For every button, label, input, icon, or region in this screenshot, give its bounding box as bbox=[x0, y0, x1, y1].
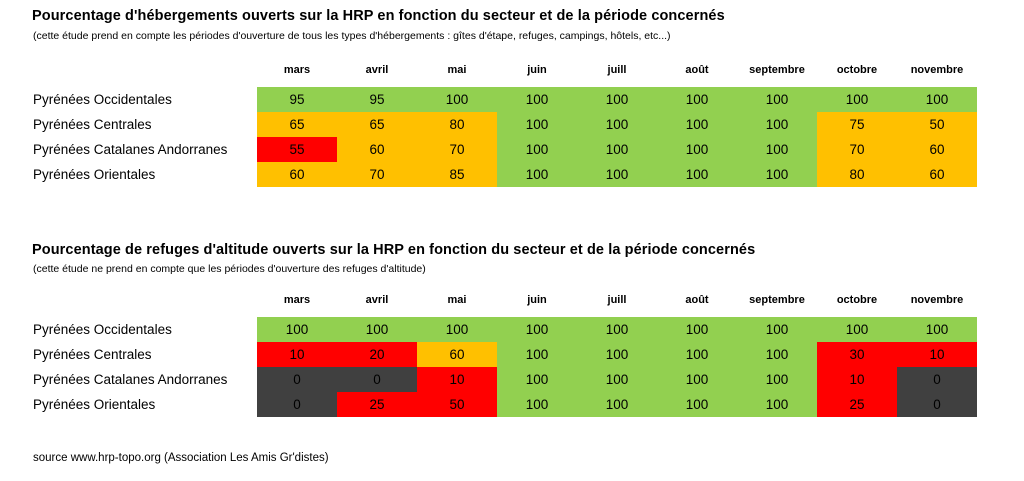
heatmap-header-row bbox=[32, 60, 977, 87]
heatmap-row bbox=[32, 317, 977, 342]
heatmap-cell: 100 bbox=[417, 87, 497, 112]
heatmap-cell: 85 bbox=[417, 162, 497, 187]
heatmap-cell: 0 bbox=[337, 367, 417, 392]
heatmap-cell: 100 bbox=[737, 392, 817, 417]
column-header-septembre: septembre bbox=[749, 64, 805, 76]
heatmap-cell: 100 bbox=[497, 162, 577, 187]
heatmap-cell: 100 bbox=[737, 367, 817, 392]
heatmap-cell: 55 bbox=[257, 137, 337, 162]
heatmap-cell: 10 bbox=[257, 342, 337, 367]
heatmap-cell: 65 bbox=[257, 112, 337, 137]
heatmap-cell: 80 bbox=[817, 162, 897, 187]
column-header-août: août bbox=[685, 64, 709, 76]
heatmap-cell: 70 bbox=[817, 137, 897, 162]
heatmap-cell: 100 bbox=[737, 162, 817, 187]
header-spacer bbox=[32, 290, 257, 317]
heatmap-table-refuges bbox=[32, 290, 977, 417]
heatmap-cell: 50 bbox=[897, 112, 977, 137]
heatmap-cell: 100 bbox=[897, 87, 977, 112]
column-header-mai: mai bbox=[447, 294, 467, 306]
heatmap-cell: 100 bbox=[497, 317, 577, 342]
heatmap-cell: 100 bbox=[657, 342, 737, 367]
heatmap-cell: 100 bbox=[497, 342, 577, 367]
heatmap-cell: 60 bbox=[897, 162, 977, 187]
heatmap-cell: 25 bbox=[817, 392, 897, 417]
heatmap-cell: 100 bbox=[497, 87, 577, 112]
heatmap-cell: 30 bbox=[817, 342, 897, 367]
heatmap-cell: 100 bbox=[577, 317, 657, 342]
column-header-mars: mars bbox=[283, 294, 311, 306]
row-label: Pyrénées Occidentales bbox=[33, 92, 172, 107]
heatmap-cell: 25 bbox=[337, 392, 417, 417]
heatmap-cell: 100 bbox=[897, 317, 977, 342]
row-label: Pyrénées Orientales bbox=[33, 397, 156, 412]
heatmap-cell: 100 bbox=[577, 87, 657, 112]
column-header-juill: juill bbox=[607, 64, 627, 76]
heatmap-row bbox=[32, 367, 977, 392]
heatmap-cell: 100 bbox=[577, 367, 657, 392]
column-header-avril: avril bbox=[365, 64, 389, 76]
heatmap-cell: 10 bbox=[897, 342, 977, 367]
heatmap-cell: 70 bbox=[417, 137, 497, 162]
heatmap-cell: 100 bbox=[577, 137, 657, 162]
heatmap-row bbox=[32, 392, 977, 417]
heatmap-cell: 95 bbox=[257, 87, 337, 112]
row-label: Pyrénées Centrales bbox=[33, 117, 152, 132]
heatmap-row bbox=[32, 112, 977, 137]
column-header-novembre: novembre bbox=[910, 64, 964, 76]
heatmap-cell: 75 bbox=[817, 112, 897, 137]
header-spacer bbox=[32, 60, 257, 87]
column-header-juin: juin bbox=[527, 294, 547, 306]
heatmap-cell: 100 bbox=[577, 112, 657, 137]
table2-title: Pourcentage de refuges d'altitude ouverts sur la HRP en fonction du secteur et de la période concernés bbox=[32, 242, 756, 258]
heatmap-cell: 70 bbox=[337, 162, 417, 187]
heatmap-cell: 100 bbox=[657, 112, 737, 137]
heatmap-cell: 60 bbox=[257, 162, 337, 187]
heatmap-cell: 60 bbox=[417, 342, 497, 367]
heatmap-cell: 100 bbox=[737, 137, 817, 162]
heatmap-cell: 50 bbox=[417, 392, 497, 417]
row-label: Pyrénées Catalanes Andorranes bbox=[33, 372, 228, 387]
heatmap-cell: 60 bbox=[897, 137, 977, 162]
column-header-août: août bbox=[685, 294, 709, 306]
heatmap-cell: 60 bbox=[337, 137, 417, 162]
row-label: Pyrénées Centrales bbox=[33, 347, 152, 362]
heatmap-cell: 80 bbox=[417, 112, 497, 137]
heatmap-header-row bbox=[32, 290, 977, 317]
heatmap-cell: 0 bbox=[897, 392, 977, 417]
table1-title: Pourcentage d'hébergements ouverts sur la HRP en fonction du secteur et de la période concernés bbox=[32, 8, 725, 24]
row-label: Pyrénées Occidentales bbox=[33, 322, 172, 337]
heatmap-cell: 10 bbox=[817, 367, 897, 392]
row-label: Pyrénées Orientales bbox=[33, 167, 156, 182]
heatmap-cell: 100 bbox=[577, 342, 657, 367]
heatmap-cell: 100 bbox=[497, 392, 577, 417]
heatmap-cell: 100 bbox=[657, 137, 737, 162]
heatmap-cell: 100 bbox=[657, 392, 737, 417]
heatmap-row bbox=[32, 137, 977, 162]
heatmap-cell: 95 bbox=[337, 87, 417, 112]
heatmap-cell: 100 bbox=[817, 87, 897, 112]
table1-subtitle: (cette étude prend en compte les périodes d'ouverture de tous les types d'hébergements : gîtes d'étape, refuges, campings, hôtels, etc...) bbox=[33, 30, 671, 42]
heatmap-cell: 100 bbox=[497, 112, 577, 137]
heatmap-cell: 100 bbox=[577, 392, 657, 417]
column-header-mai: mai bbox=[447, 64, 467, 76]
heatmap-cell: 100 bbox=[657, 367, 737, 392]
column-header-octobre: octobre bbox=[836, 294, 878, 306]
heatmap-cell: 100 bbox=[737, 342, 817, 367]
column-header-mars: mars bbox=[283, 64, 311, 76]
heatmap-cell: 0 bbox=[897, 367, 977, 392]
source-credit: source www.hrp-topo.org (Association Les Amis Gr'distes) bbox=[33, 452, 329, 464]
heatmap-cell: 100 bbox=[257, 317, 337, 342]
heatmap-cell: 100 bbox=[737, 87, 817, 112]
heatmap-cell: 100 bbox=[497, 137, 577, 162]
heatmap-cell: 100 bbox=[737, 112, 817, 137]
heatmap-row bbox=[32, 342, 977, 367]
heatmap-cell: 100 bbox=[657, 317, 737, 342]
heatmap-cell: 100 bbox=[737, 317, 817, 342]
heatmap-table-hebergements bbox=[32, 60, 977, 187]
heatmap-cell: 100 bbox=[817, 317, 897, 342]
heatmap-cell: 100 bbox=[657, 87, 737, 112]
column-header-septembre: septembre bbox=[749, 294, 805, 306]
heatmap-cell: 0 bbox=[257, 392, 337, 417]
column-header-octobre: octobre bbox=[836, 64, 878, 76]
heatmap-cell: 20 bbox=[337, 342, 417, 367]
column-header-novembre: novembre bbox=[910, 294, 964, 306]
table2-subtitle: (cette étude ne prend en compte que les périodes d'ouverture des refuges d'altitude) bbox=[33, 263, 426, 275]
heatmap-cell: 100 bbox=[497, 367, 577, 392]
heatmap-cell: 100 bbox=[337, 317, 417, 342]
heatmap-row bbox=[32, 87, 977, 112]
heatmap-row bbox=[32, 162, 977, 187]
heatmap-cell: 65 bbox=[337, 112, 417, 137]
heatmap-cell: 100 bbox=[657, 162, 737, 187]
heatmap-cell: 0 bbox=[257, 367, 337, 392]
column-header-avril: avril bbox=[365, 294, 389, 306]
heatmap-cell: 10 bbox=[417, 367, 497, 392]
heatmap-cell: 100 bbox=[417, 317, 497, 342]
row-label: Pyrénées Catalanes Andorranes bbox=[33, 142, 228, 157]
column-header-juin: juin bbox=[527, 64, 547, 76]
column-header-juill: juill bbox=[607, 294, 627, 306]
heatmap-cell: 100 bbox=[577, 162, 657, 187]
